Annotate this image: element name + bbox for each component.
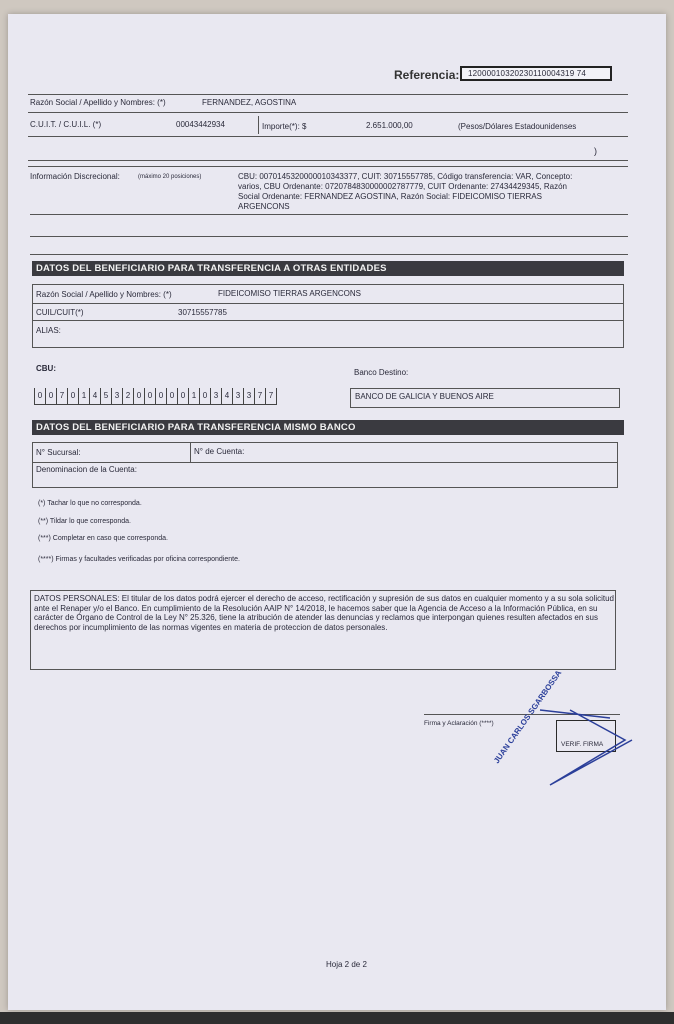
cbu-digit: 7	[254, 388, 265, 405]
cbu-digit: 0	[177, 388, 188, 405]
info-line-3: Social Ordenante: FERNANDEZ AGOSTINA, Razón Social: FIDEICOMISO TIERRAS	[238, 192, 542, 201]
cbu-digit: 7	[56, 388, 67, 405]
moneda-text: (Pesos/Dólares Estadounidenses	[458, 122, 577, 131]
referencia-label: Referencia:	[394, 68, 460, 82]
referencia-value: 12000010320230110004319 74	[460, 66, 612, 81]
cbu-digit: 0	[34, 388, 45, 405]
nota-4: (****) Firmas y facultades verificadas por oficina correspondiente.	[38, 556, 240, 563]
cbu-digit: 0	[67, 388, 78, 405]
cbu-digit: 1	[188, 388, 199, 405]
ordenante-razon-label: Razón Social / Apellido y Nombres: (*)	[30, 98, 166, 107]
cbu-digit: 0	[166, 388, 177, 405]
cbu-digit: 3	[232, 388, 243, 405]
otras-cuil-value: 30715557785	[178, 308, 227, 317]
info-discrecional-sublabel: (máximo 20 posiciones)	[138, 174, 202, 180]
stamp-name: JUAN CARLOS SGARBOSSA	[492, 668, 564, 766]
cbu-digit: 4	[89, 388, 100, 405]
cbu-digit: 5	[100, 388, 111, 405]
otras-cuil-label: CUIL/CUIT(*)	[36, 308, 84, 317]
otras-razon-value: FIDEICOMISO TIERRAS ARGENCONS	[218, 289, 361, 298]
cbu-digit: 2	[122, 388, 133, 405]
nota-1: (*) Tachar lo que no corresponda.	[38, 500, 142, 507]
cbu-digit: 1	[78, 388, 89, 405]
ordenante-cuit-value: 00043442934	[176, 120, 225, 129]
sucursal-label: N° Sucursal:	[36, 448, 81, 457]
otras-entidades-title: DATOS DEL BENEFICIARIO PARA TRANSFERENCIA A OTRAS ENTIDADES	[32, 261, 624, 276]
cbu-digit: 0	[199, 388, 210, 405]
cbu-label: CBU:	[36, 364, 56, 373]
page-number: Hoja 2 de 2	[326, 960, 367, 969]
cuenta-label: N° de Cuenta:	[194, 447, 245, 456]
ordenante-cuit-label: C.U.I.T. / C.U.I.L. (*)	[30, 120, 102, 129]
ordenante-razon-value: FERNANDEZ, AGOSTINA	[202, 98, 297, 107]
firma-label: Firma y Aclaración (****)	[424, 720, 494, 727]
cbu-digit: 3	[210, 388, 221, 405]
alias-label: ALIAS:	[36, 326, 61, 335]
cbu-digit: 3	[243, 388, 254, 405]
cbu-digit: 0	[144, 388, 155, 405]
banco-destino-label: Banco Destino:	[354, 368, 409, 377]
datos-personales-text: DATOS PERSONALES: El titular de los datos podrá ejercer el derecho de acceso, rectificación y supresión de sus datos en cualquier momento y a su sola solicitud ante el Renaper y/o el Banco. En cumplimiento de la Resolución AAIP N° 14/2018, le hacemos saber que la Agencia de Acceso a la Información Pública, en su carácter de Órgano de Control de la Ley N° 25.326, tiene la atribución de atender las denuncias y reclamos que interpongan quienes resulten afectados en sus derechos por incumplimiento de las normas vigentes en materia de proteccion de datos personales.	[34, 594, 614, 632]
denominacion-label: Denominacion de la Cuenta:	[36, 465, 137, 474]
cbu-digit: 0	[133, 388, 144, 405]
nota-3: (***) Completar en caso que corresponda.	[38, 535, 168, 542]
mismo-banco-title: DATOS DEL BENEFICIARIO PARA TRANSFERENCIA MISMO BANCO	[32, 420, 624, 435]
cbu-digit: 0	[155, 388, 166, 405]
info-line-2: varios, CBU Ordenante: 0720784830000002787779, CUIT Ordenante: 27434429345, Razón	[238, 182, 567, 191]
bottom-strip	[0, 1012, 674, 1024]
cbu-digit-boxes	[34, 388, 277, 405]
importe-label: Importe(*): $	[262, 122, 307, 131]
importe-value: 2.651.000,00	[366, 121, 413, 130]
cbu-digit: 3	[111, 388, 122, 405]
cbu-digit: 0	[45, 388, 56, 405]
verif-firma-label: VERIF. FIRMA	[561, 741, 604, 748]
cbu-digit: 7	[265, 388, 277, 405]
info-line-4: ARGENCONS	[238, 202, 290, 211]
info-line-1: CBU: 0070145320000010343377, CUIT: 30715557785, Código transferencia: VAR, Concepto:	[238, 172, 573, 181]
nota-2: (**) Tildar lo que corresponda.	[38, 518, 131, 525]
cbu-digit: 4	[221, 388, 232, 405]
otras-razon-label: Razón Social / Apellido y Nombres: (*)	[36, 290, 172, 299]
info-discrecional-label: Información Discrecional:	[30, 172, 120, 181]
signature-scribble	[510, 700, 640, 790]
banco-destino-value: BANCO DE GALICIA Y BUENOS AIRE	[355, 392, 494, 401]
closing-paren: )	[594, 146, 597, 156]
document-page	[8, 14, 666, 1010]
